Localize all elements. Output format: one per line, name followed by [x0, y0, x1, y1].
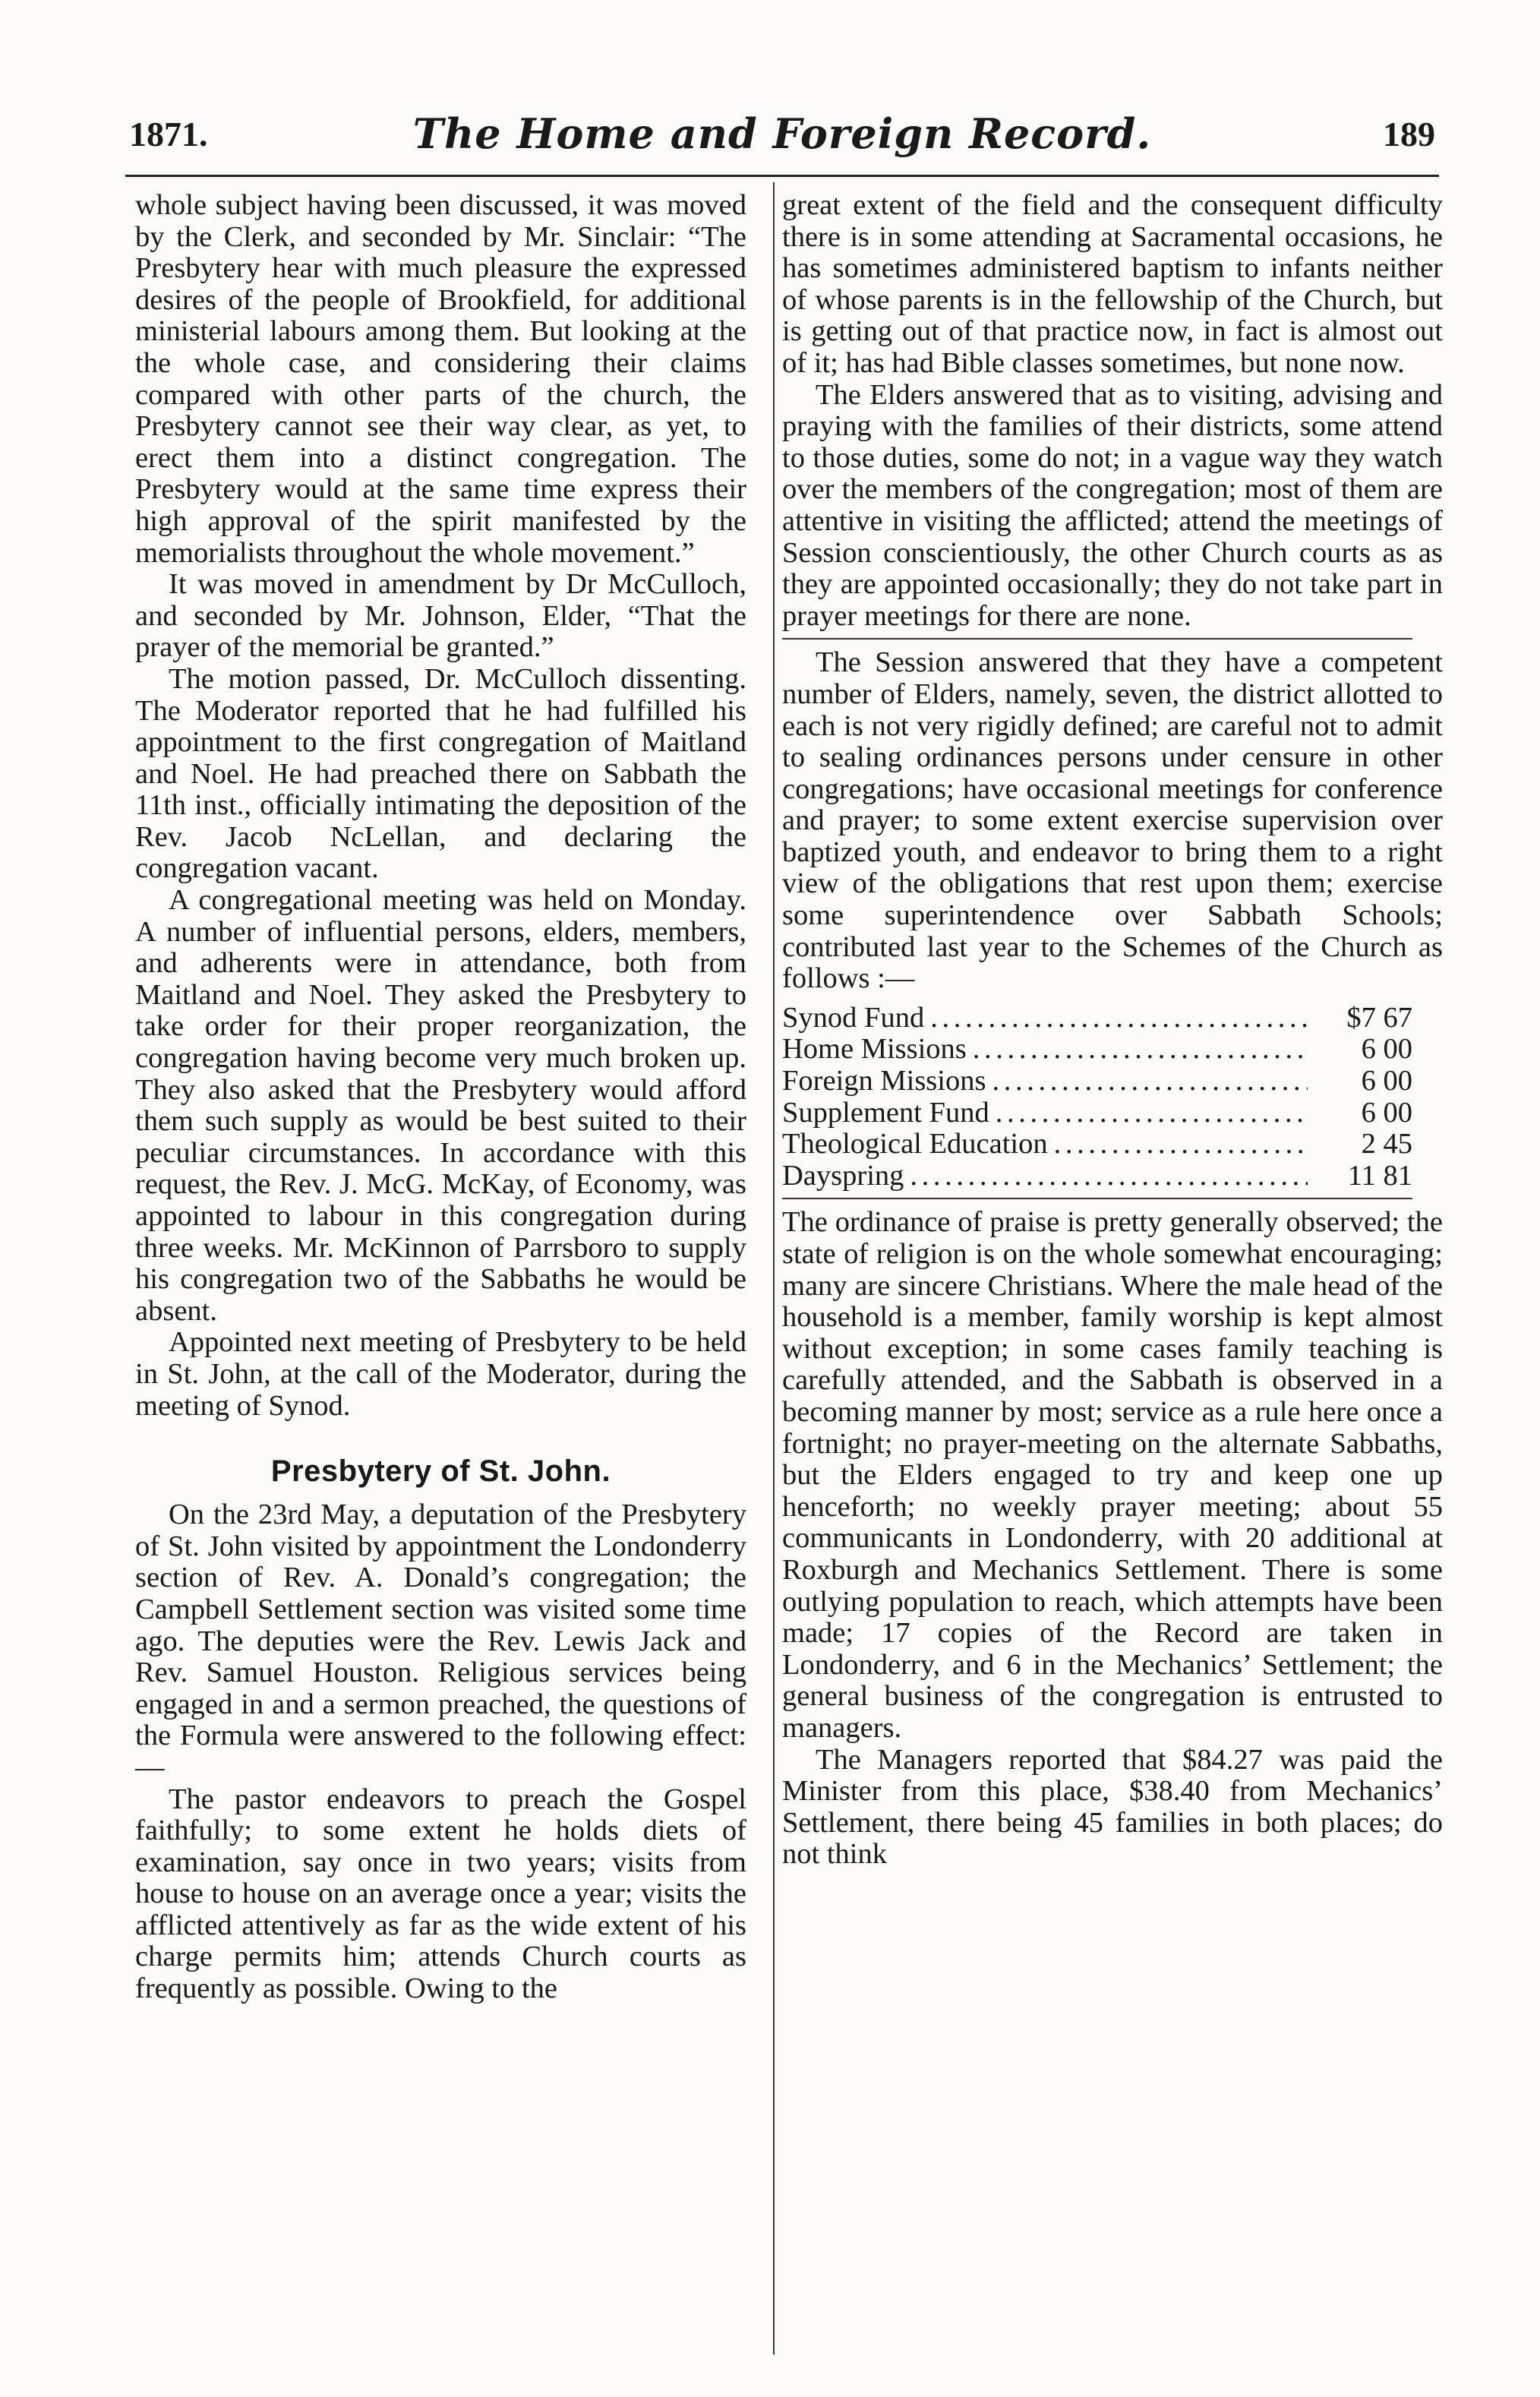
- section-heading: Presbytery of St. John.: [270, 1454, 611, 1489]
- left-column: [135, 190, 746, 2005]
- fund-amount: 6 00: [1361, 1096, 1412, 1129]
- dot-leader: [992, 1066, 1308, 1097]
- paragraph: It was moved in amendment by Dr McCulloch, and seconded by Mr. Johnson, Elder, “That the prayer of the memorial be granted.”: [135, 568, 746, 664]
- dot-leader: [930, 1003, 1308, 1034]
- right-column: [782, 190, 1443, 1871]
- paragraph: The Managers reported that $84.27 was paid the Minister from this place, $38.40 from Mechanics’ Settlement, there being 45 families in both places; do not think: [782, 1743, 1443, 1871]
- paragraph: The motion passed, Dr. McCulloch dissenting. The Moderator reported that he had fulfilled his appointment to the first congregation of Maitland and Noel. He had preached there on Sabbath the 11th inst., officially intimating the deposition of the Rev. Jacob NcLellan, and declaring the congregation vacant.: [135, 662, 746, 885]
- header-rule: [125, 175, 1439, 177]
- table-row: [782, 1129, 1412, 1161]
- header-year: 1871.: [129, 115, 208, 153]
- page-header: [129, 109, 1435, 175]
- table-row: [782, 1003, 1412, 1034]
- section-rule: [782, 1198, 1412, 1199]
- page-number: 189: [1383, 115, 1435, 153]
- paragraph: The Elders answered that as to visiting, advising and praying with the families of their districts, some attend to those duties, some do not; in a vague way they watch over the members of the congregation; most of them are attentive in visiting the afflicted; attend the meetings of Session conscientiously, the other Church courts as as they are appointed occasionally; they do not take part in prayer meetings for there are none.: [782, 378, 1443, 632]
- column-divider: [773, 182, 775, 2354]
- paragraph: great extent of the field and the consequent difficulty there is in some attending at Sacramental occasions, he has sometimes administered baptism to infants neither of whose parents is in the fellowship of the Church, but is getting out of that practice now, in fact is almost out of it; has had Bible classes sometimes, but none now.: [782, 189, 1443, 379]
- table-row: [782, 1066, 1412, 1097]
- paragraph: The ordinance of praise is pretty generally observed; the state of religion is on the whole somewhat encouraging; many are sincere Christians. Where the male head of the household is a member, family worship is kept almost without exception; in some cases family teaching is carefully attended, and the Sabbath is observed in a becoming manner by most; service as a rule here once a fortnight; no prayer-meeting on the alternate Sabbaths, but the Elders engaged to try and keep one up henceforth; no weekly prayer meeting; about 55 communicants in Londonderry, with 20 additional at Roxburgh and Mechanics Settlement. There is some outlying population to reach, which attempts have been made; 17 copies of the Record are taken in Londonderry, and 6 in the Mechanics’ Settlement; the general business of the congregation is entrusted to managers.: [782, 1206, 1443, 1744]
- paragraph: A congregational meeting was held on Monday. A number of influential persons, elders, members, and adherents were in attendance, both from Maitland and Noel. They asked the Presbytery to take order for their proper reorganization, the congregation having become very much broken up. They also asked that the Presbytery would afford them such supply as would be best suited to their peculiar circumstances. In accordance with this request, the Rev. J. McG. McKay, of Economy, was appointed to labour in this congregation during three weeks. Mr. McKinnon of Parrsboro to supply his congregation two of the Sabbaths he would be absent.: [135, 884, 746, 1327]
- contributions-table: [782, 1003, 1412, 1192]
- dot-leader: [1054, 1129, 1308, 1161]
- fund-name: Supplement Fund: [782, 1096, 989, 1129]
- table-row: [782, 1097, 1412, 1129]
- journal-title: The Home and Foreign Record.: [412, 109, 1152, 158]
- paragraph: On the 23rd May, a deputation of the Presbytery of St. John visited by appointment the Londonderry section of Rev. A. Donald’s congregation; the Campbell Settlement section was visited some time ago. The deputies were the Rev. Lewis Jack and Rev. Samuel Houston. Religious services being engaged in and a sermon preached, the questions of the Formula were answered to the following effect:—: [135, 1499, 746, 1783]
- fund-amount: $7 67: [1346, 1001, 1412, 1034]
- fund-name: Synod Fund: [782, 1001, 925, 1034]
- section-rule: [782, 638, 1412, 640]
- fund-name: Foreign Missions: [782, 1065, 986, 1097]
- paragraph: Appointed next meeting of Presbytery to be held in St. John, at the call of the Moderator, during the meeting of Synod.: [135, 1326, 746, 1422]
- fund-amount: 11 81: [1347, 1159, 1412, 1192]
- paragraph: The pastor endeavors to preach the Gospel faithfully; to some extent he holds diets of examination, say once in two years; visits from house to house on an average once a year; visits the afflicted attentively as far as the wide extent of his charge permits him; attends Church courts as frequently as possible. Owing to the: [135, 1783, 746, 2005]
- paragraph: The Session answered that they have a competent number of Elders, namely, seven, the district allotted to each is not very rigidly defined; are careful not to admit to sealing ordinances persons under censure in other congregations; have occasional meetings for conference and prayer; to some extent exercise supervision over baptized youth, and endeavor to bring them to a right view of the obligations that rest upon them; exercise some superintendence over Sabbath Schools; contributed last year to the Schemes of the Church as follows :—: [782, 646, 1443, 995]
- table-row: [782, 1161, 1412, 1192]
- dot-leader: [910, 1161, 1308, 1192]
- dot-leader: [996, 1097, 1308, 1129]
- fund-amount: 2 45: [1361, 1128, 1412, 1161]
- dot-leader: [973, 1034, 1308, 1066]
- fund-amount: 6 00: [1361, 1033, 1412, 1066]
- fund-name: Dayspring: [782, 1159, 904, 1192]
- table-row: [782, 1034, 1412, 1066]
- fund-name: Theological Education: [782, 1128, 1048, 1161]
- fund-name: Home Missions: [782, 1033, 967, 1066]
- fund-amount: 6 00: [1361, 1065, 1412, 1097]
- paragraph: whole subject having been discussed, it was moved by the Clerk, and seconded by Mr. Sinclair: “The Presbytery hear with much pleasure the expressed desires of the people of Brookfield, for additional ministerial labours among them. But looking at the the whole case, and considering their claims compared with other parts of the church, the Presbytery cannot see their way clear, as yet, to erect them into a distinct congregation. The Presbytery would at the same time express their high approval of the spirit manifested by the memorialists throughout the whole movement.”: [135, 189, 746, 569]
